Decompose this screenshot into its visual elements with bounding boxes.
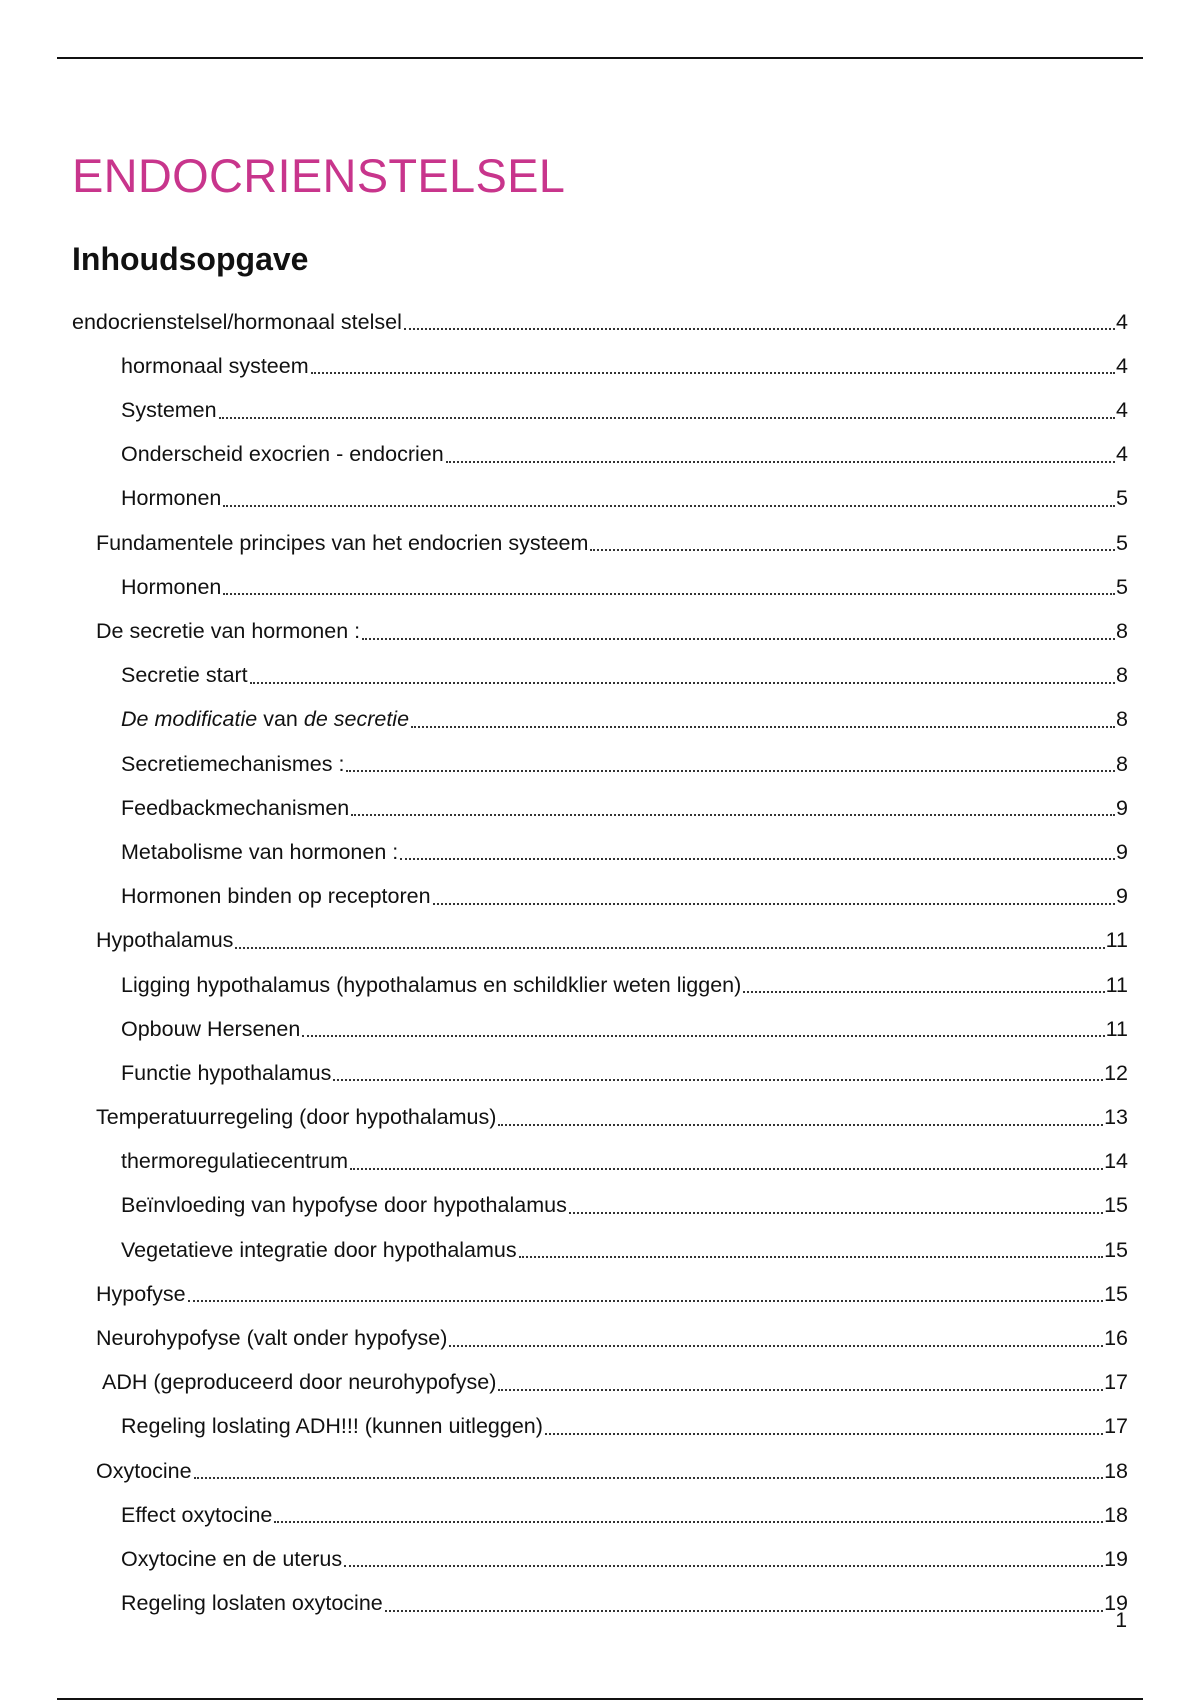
toc-entry-label: Secretie start xyxy=(121,663,248,688)
toc-entry[interactable] xyxy=(72,739,1128,783)
toc-dot-leader xyxy=(344,1565,1103,1567)
toc-entry[interactable] xyxy=(72,606,1128,650)
toc-entry-page: 4 xyxy=(1116,398,1128,423)
toc-dot-leader xyxy=(188,1300,1103,1302)
toc-dot-leader xyxy=(311,372,1115,374)
toc-dot-leader xyxy=(519,1256,1103,1258)
toc-entry[interactable] xyxy=(72,695,1128,739)
toc-dot-leader xyxy=(590,549,1115,551)
toc-entry-label: Beïnvloeding van hypofyse door hypothalamus xyxy=(121,1193,567,1218)
toc-entry-page: 19 xyxy=(1104,1591,1128,1616)
toc-dot-leader xyxy=(545,1433,1103,1435)
toc-entry[interactable] xyxy=(72,916,1128,960)
toc-entry[interactable] xyxy=(72,871,1128,915)
toc-dot-leader xyxy=(302,1035,1104,1037)
toc-dot-leader xyxy=(404,328,1115,330)
toc-entry-page: 4 xyxy=(1116,309,1128,334)
toc-dot-leader xyxy=(743,991,1104,993)
toc-entry-label: Onderscheid exocrien - endocrien xyxy=(121,442,444,467)
toc-entry-label: thermoregulatiecentrum xyxy=(121,1149,349,1174)
toc-dot-leader xyxy=(223,505,1115,507)
toc-entry-label: Fundamentele principes van het endocrien systeem xyxy=(96,530,589,555)
toc-dot-leader xyxy=(498,1389,1103,1391)
toc-dot-leader xyxy=(400,858,1115,860)
toc-entry-label: ADH (geproduceerd door neurohypofyse) xyxy=(102,1370,497,1395)
toc-entry[interactable] xyxy=(72,1137,1128,1181)
toc-entry-page: 13 xyxy=(1104,1105,1128,1130)
toc-entry[interactable] xyxy=(72,1490,1128,1534)
toc-entry[interactable] xyxy=(72,1181,1128,1225)
toc-entry-label: Systemen xyxy=(121,398,217,423)
toc-entry-label: Hormonen xyxy=(121,486,222,511)
toc-entry[interactable] xyxy=(72,474,1128,518)
toc-entry-label: Regeling loslating ADH!!! (kunnen uitleggen) xyxy=(121,1414,543,1439)
toc-entry[interactable] xyxy=(72,1358,1128,1402)
toc-entry-label: Temperatuurregeling (door hypothalamus) xyxy=(96,1105,497,1130)
toc-entry[interactable] xyxy=(72,430,1128,474)
toc-dot-leader xyxy=(333,1079,1103,1081)
toc-entry-label: De modificatie van de secretie xyxy=(121,707,410,732)
toc-entry-page: 18 xyxy=(1104,1458,1128,1483)
toc-dot-leader xyxy=(219,417,1115,419)
document-title: ENDOCRIENSTELSEL xyxy=(72,149,566,202)
toc-entry[interactable] xyxy=(72,1446,1128,1490)
toc-entry-label: Functie hypothalamus xyxy=(121,1060,332,1085)
toc-entry-label: hormonaal systeem xyxy=(121,353,309,378)
toc-entry-page: 5 xyxy=(1116,530,1128,555)
toc-entry-page: 11 xyxy=(1105,928,1128,953)
toc-entry-page: 15 xyxy=(1104,1237,1128,1262)
toc-entry-label: Oxytocine xyxy=(96,1458,192,1483)
toc-entry-page: 11 xyxy=(1105,972,1128,997)
toc-entry[interactable] xyxy=(72,651,1128,695)
toc-entry-label: Vegetatieve integratie door hypothalamus xyxy=(121,1237,517,1262)
toc-entry[interactable] xyxy=(72,385,1128,429)
toc-dot-leader xyxy=(351,814,1115,816)
toc-entry-page: 4 xyxy=(1116,442,1128,467)
toc-entry-label: Regeling loslaten oxytocine xyxy=(121,1591,383,1616)
toc-dot-leader xyxy=(274,1521,1103,1523)
toc-entry-label: Opbouw Hersenen xyxy=(121,1016,301,1041)
toc-entry-page: 15 xyxy=(1104,1193,1128,1218)
toc-entry[interactable] xyxy=(72,1048,1128,1092)
toc-entry-label: Hormonen binden op receptoren xyxy=(121,884,431,909)
toc-entry-label: Oxytocine en de uterus xyxy=(121,1546,343,1571)
toc-entry[interactable] xyxy=(72,783,1128,827)
toc-entry[interactable] xyxy=(72,1269,1128,1313)
toc-entry-label: Effect oxytocine xyxy=(121,1502,273,1527)
toc-dot-leader xyxy=(194,1477,1103,1479)
toc-entry-page: 8 xyxy=(1116,707,1128,732)
toc-entry-page: 12 xyxy=(1104,1060,1128,1085)
toc-dot-leader xyxy=(346,770,1115,772)
toc-entry[interactable] xyxy=(72,1225,1128,1269)
toc-dot-leader xyxy=(433,903,1115,905)
toc-dot-leader xyxy=(223,593,1115,595)
toc-entry[interactable] xyxy=(72,1004,1128,1048)
toc-entry[interactable] xyxy=(72,341,1128,385)
toc-entry-page: 17 xyxy=(1104,1370,1128,1395)
toc-entry-page: 15 xyxy=(1104,1281,1128,1306)
toc-entry-page: 5 xyxy=(1116,574,1128,599)
toc-entry-page: 8 xyxy=(1116,751,1128,776)
toc-entry-label: Neurohypofyse (valt onder hypofyse) xyxy=(96,1326,448,1350)
toc-entry[interactable] xyxy=(72,960,1128,1004)
toc-entry-label: endocrienstelsel/hormonaal stelsel xyxy=(72,309,402,334)
toc-entry[interactable] xyxy=(72,1578,1128,1622)
toc-entry-page: 9 xyxy=(1116,884,1128,909)
toc-dot-leader xyxy=(385,1610,1103,1612)
toc-entry-page: 18 xyxy=(1104,1502,1128,1527)
toc-entry-page: 17 xyxy=(1104,1414,1128,1439)
toc-dot-leader xyxy=(362,638,1115,640)
toc-dot-leader xyxy=(449,1345,1103,1347)
toc-entry-page: 8 xyxy=(1116,619,1128,643)
toc-entry-page: 16 xyxy=(1104,1326,1128,1350)
toc-entry[interactable] xyxy=(72,1313,1128,1357)
toc-entry[interactable] xyxy=(72,297,1128,341)
toc-entry-label: Feedbackmechanismen xyxy=(121,795,350,820)
toc-entry[interactable] xyxy=(72,518,1128,562)
toc-dot-leader xyxy=(446,461,1115,463)
toc-dot-leader xyxy=(498,1124,1103,1126)
toc-entry-label: Hypothalamus xyxy=(96,928,234,953)
toc-dot-leader xyxy=(350,1168,1103,1170)
page-number: 1 xyxy=(1115,1609,1127,1632)
toc-entry-label: De secretie van hormonen : xyxy=(96,619,361,643)
toc-dot-leader xyxy=(569,1212,1103,1214)
toc-entry-page: 9 xyxy=(1116,839,1128,864)
toc-entry-page: 19 xyxy=(1104,1546,1128,1571)
toc-entry-label: Hormonen xyxy=(121,574,222,599)
toc-entry-label: Secretiemechanismes : xyxy=(121,751,345,776)
toc-entry-page: 5 xyxy=(1116,486,1128,511)
toc-entry[interactable] xyxy=(72,562,1128,606)
toc-entry-page: 14 xyxy=(1104,1149,1128,1174)
toc-heading: Inhoudsopgave xyxy=(72,241,309,277)
toc-entry[interactable] xyxy=(72,1534,1128,1578)
toc-entry[interactable] xyxy=(72,1092,1128,1136)
toc-entry-label: Metabolisme van hormonen : xyxy=(121,839,399,864)
toc-dot-leader xyxy=(411,726,1115,728)
toc-entry-page: 8 xyxy=(1116,663,1128,688)
toc-entry-page: 4 xyxy=(1116,353,1128,378)
header-rule xyxy=(57,57,1143,59)
toc-dot-leader xyxy=(250,682,1115,684)
toc-entry[interactable] xyxy=(72,827,1128,871)
toc-entry-label: Ligging hypothalamus (hypothalamus en schildklier weten liggen) xyxy=(121,972,742,997)
table-of-contents xyxy=(72,297,1128,1623)
toc-entry-label: Hypofyse xyxy=(96,1281,186,1306)
toc-entry-page: 9 xyxy=(1116,795,1128,820)
toc-entry[interactable] xyxy=(72,1402,1128,1446)
toc-dot-leader xyxy=(235,947,1104,949)
toc-entry-page: 11 xyxy=(1105,1016,1128,1041)
